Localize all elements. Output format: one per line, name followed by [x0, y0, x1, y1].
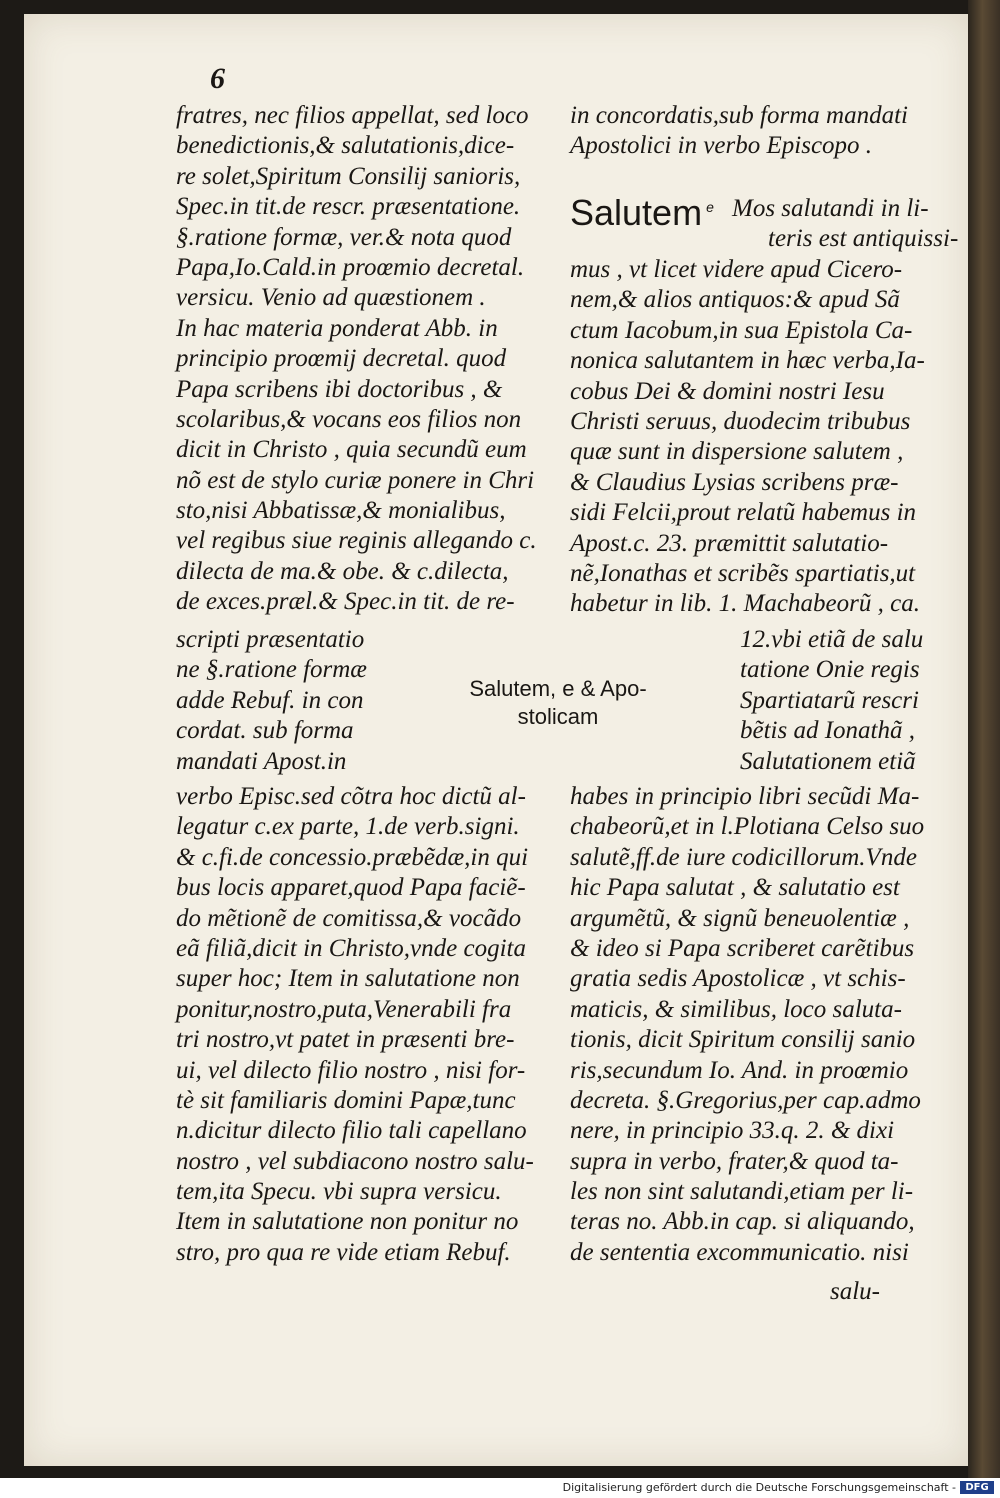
text-line: cobus Dei & domini nostri Iesu	[570, 377, 885, 405]
text-line: dilecta de ma.& obe. & c.dilecta,	[176, 557, 509, 585]
right-column-beside-heading	[732, 194, 959, 255]
text-line: In hac materia ponderat Abb. in	[176, 314, 498, 342]
text-line: Spartiatarũ rescri	[740, 686, 919, 714]
text-line: nõ est de stylo curiæ ponere in Chri	[176, 466, 535, 494]
text-line: Christi seruus, duodecim tribubus	[570, 407, 911, 435]
text-line: cordat. sub forma	[176, 717, 354, 745]
text-line: tè sit familiaris domini Papæ,tunc	[176, 1086, 516, 1114]
text-line: quæ sunt in dispersione salutem ,	[570, 438, 904, 466]
rubric-line: stolicam	[517, 704, 599, 729]
text-line: Mos salutandi in li-	[732, 195, 929, 222]
text-line: adde Rebuf. in con	[176, 686, 364, 714]
text-line: ui, vel dilecto filio nostro , nisi for-	[176, 1056, 526, 1084]
text-line: Papa,Io.Cald.in proœmio decretal.	[176, 253, 525, 281]
text-line: de exces.præl.& Spec.in tit. de re-	[176, 588, 515, 616]
text-line: & c.fi.de concessio.præbẽdæ,in qui	[176, 843, 529, 871]
text-line: verbo Episc.sed cõtra hoc dictũ al-	[176, 783, 526, 810]
text-line: argumẽtũ, & signũ beneuolentiæ ,	[570, 904, 910, 932]
text-line: do mẽtionẽ de comitissa,& vocãdo	[176, 904, 522, 932]
right-column-bottom	[570, 782, 940, 1268]
right-column-top	[570, 101, 940, 162]
text-line: re solet,Spiritum Consilij sanioris,	[176, 162, 521, 190]
text-line: de sententia excommunicatio. nisi	[570, 1238, 909, 1266]
text-line: scripti præsentatio	[176, 626, 365, 653]
text-line: dicit in Christo , quia secundũ eum	[176, 436, 527, 464]
text-line: 12.vbi etiã de salu	[740, 626, 924, 653]
text-line: nẽ,Ionathas et scribẽs spartiatis,ut	[570, 559, 916, 587]
text-line: versicu. Venio ad quæstionem .	[176, 284, 486, 312]
dfg-logo-icon: DFG	[960, 1481, 994, 1494]
text-line: ctum Iacobum,in sua Epistola Ca-	[570, 316, 913, 344]
text-line: ponitur,nostro,puta,Venerabili fra	[176, 995, 512, 1023]
rubric-line: Salutem, e & Apo-	[469, 676, 647, 701]
text-line: habetur in lib. 1. Machabeorũ , ca.	[570, 590, 920, 618]
text-line: habes in principio libri secũdi Ma-	[570, 783, 920, 810]
text-line: scolaribus,& vocans eos filios non	[176, 405, 522, 433]
text-line: sidi Felcii,prout relatũ habemus in	[570, 499, 917, 527]
text-line: vel regibus siue reginis allegando c.	[176, 527, 537, 555]
left-column-narrow	[176, 625, 376, 777]
text-line: ne §.ratione formæ	[176, 656, 367, 684]
digitization-footer	[0, 1478, 1000, 1498]
text-line: Item in salutatione non ponitur no	[176, 1208, 519, 1236]
right-column-middle	[570, 255, 940, 620]
right-column-narrow	[740, 625, 940, 777]
text-line: Spec.in tit.de rescr. præsentatione.	[176, 193, 521, 221]
text-line: Salutationem etiã	[740, 747, 916, 775]
text-line: teras no. Abb.in cap. si aliquando,	[570, 1208, 915, 1236]
note-mark: e	[706, 199, 714, 215]
text-line: Papa scribens ibi doctoribus , &	[176, 375, 503, 403]
text-line: principio proœmij decretal. quod	[176, 345, 507, 373]
text-line: benedictionis,& salutationis,dice-	[176, 132, 515, 160]
text-line: maticis, & similibus, loco saluta-	[570, 995, 902, 1023]
text-line: nostro , vel subdiacono nostro salu-	[176, 1147, 534, 1175]
text-line: teris est antiquissi-	[768, 225, 959, 253]
text-line: Apostolici in verbo Episcopo .	[570, 132, 873, 160]
text-line: tatione Onie regis	[740, 656, 920, 684]
text-line: & Claudius Lysias scribens præ-	[570, 468, 899, 496]
text-line: nere, in principio 33.q. 2. & dixi	[570, 1117, 895, 1145]
text-line: §.ratione formæ, ver.& nota quod	[176, 223, 512, 251]
book-spine-edge	[968, 0, 1000, 1478]
text-line: stro, pro qua re vide etiam Rebuf.	[176, 1238, 511, 1266]
text-line: sto,nisi Abbatissæ,& monialibus,	[176, 497, 506, 525]
text-line: super hoc; Item in salutatione non	[176, 965, 520, 993]
footer-credit: Digitalisierung gefördert durch die Deutsche Forschungsgemeinschaft -	[562, 1481, 956, 1494]
text-line: eã filiã,dicit in Christo,vnde cogita	[176, 934, 526, 962]
text-line: bẽtis ad Ionathã ,	[740, 717, 915, 745]
text-line: Apost.c. 23. præmittit salutatio-	[570, 529, 889, 557]
text-line: les non sint salutandi,etiam per li-	[570, 1178, 914, 1206]
text-line: nonica salutantem in hæc verba,Ia-	[570, 347, 925, 375]
text-line: salutẽ,ff.de iure codicillorum.Vnde	[570, 843, 917, 871]
text-line: hic Papa salutat , & salutatio est	[570, 874, 900, 902]
text-line: mus , vt licet videre apud Cicero-	[570, 256, 903, 283]
text-line: tionis, dicit Spiritum consilij sanio	[570, 1026, 916, 1054]
text-line: gratia sedis Apostolicæ , vt schis-	[570, 965, 906, 993]
page-number: 6	[210, 62, 225, 95]
text-line: legatur c.ex parte, 1.de verb.signi.	[176, 813, 520, 841]
text-line: & ideo si Papa scriberet carẽtibus	[570, 934, 915, 962]
text-line: chabeorũ,et in l.Plotiana Celso suo	[570, 813, 925, 841]
section-heading	[570, 192, 714, 234]
catchword: salu-	[830, 1278, 880, 1305]
text-line: n.dicitur dilecto filio tali capellano	[176, 1117, 527, 1145]
text-line: tri nostro,vt patet in præsenti bre-	[176, 1026, 515, 1054]
text-line: fratres, nec filios appellat, sed loco	[176, 102, 529, 129]
left-column-bottom	[176, 782, 556, 1268]
text-line: bus locis apparet,quod Papa faciẽ-	[176, 874, 526, 902]
center-rubric	[448, 675, 668, 731]
text-line: supra in verbo, frater,& quod ta-	[570, 1147, 899, 1175]
left-column-top	[176, 101, 556, 618]
text-line: in concordatis,sub forma mandati	[570, 102, 908, 129]
text-line: ris,secundum Io. And. in proœmio	[570, 1056, 909, 1084]
text-line: tem,ita Specu. vbi supra versicu.	[176, 1178, 502, 1206]
text-line: nem,& alios antiquos:& apud Sã	[570, 286, 900, 314]
text-line: decreta. §.Gregorius,per cap.admo	[570, 1086, 921, 1114]
section-heading-word: Salutem	[570, 192, 703, 233]
text-line: mandati Apost.in	[176, 747, 347, 775]
